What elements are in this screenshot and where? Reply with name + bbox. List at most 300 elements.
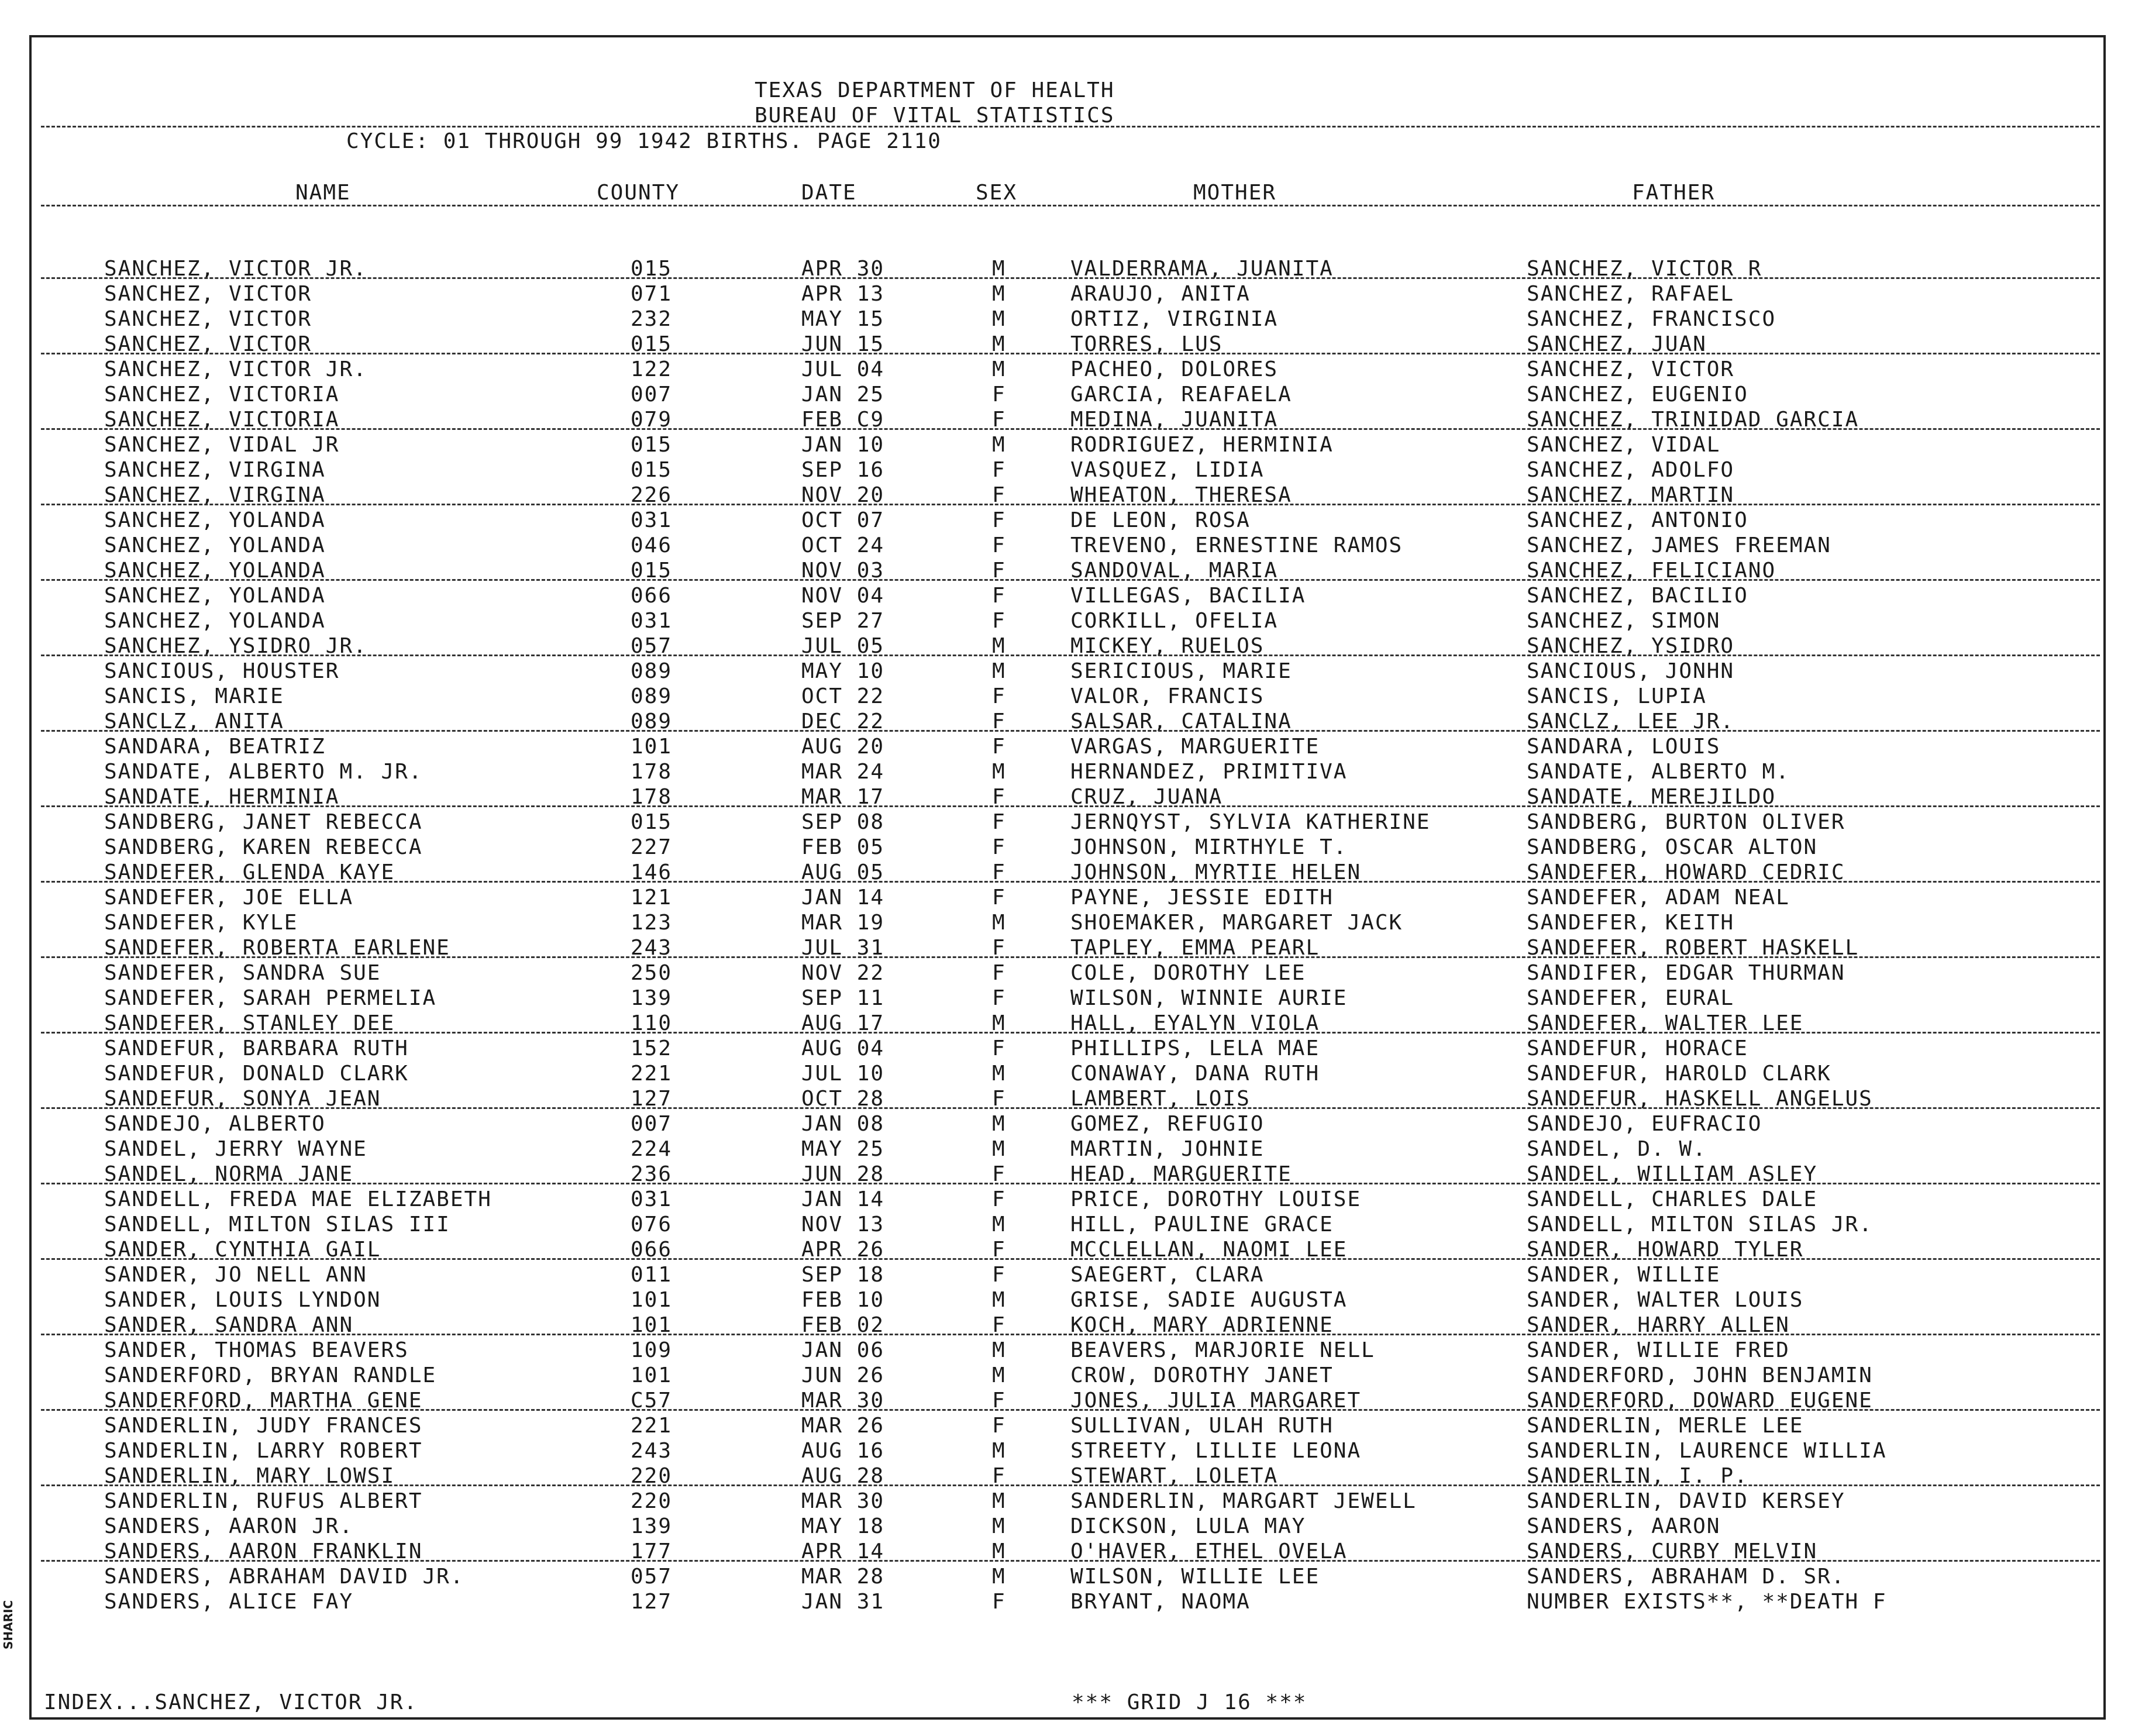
table-row [0,1187,2135,1212]
column-header-county: COUNTY [597,181,680,205]
cell-name: SANDEL, NORMA JANE [104,1162,354,1186]
cell-sex: F [992,1087,1006,1111]
cell-county: 220 [631,1489,673,1513]
cell-date: SEP 16 [801,458,885,482]
cell-date: MAY 15 [801,307,885,331]
cell-father: SANCHEZ, VIDAL [1527,433,1721,457]
cell-name: SANCHEZ, VICTOR JR. [104,257,367,281]
cell-sex: M [992,282,1006,306]
cell-county: 031 [631,609,673,633]
cell-mother: TORRES, LUS [1070,332,1223,356]
grid-footer: *** GRID J 16 *** [1072,1690,1307,1714]
table-row [0,1086,2135,1111]
table-row [0,1388,2135,1413]
cell-name: SANCHEZ, YOLANDA [104,533,326,557]
cell-father: SANCHEZ, SIMON [1527,609,1721,633]
cell-name: SANCHEZ, YSIDRO JR. [104,634,367,658]
cell-date: MAR 19 [801,911,885,935]
table-row [0,1036,2135,1061]
cell-sex: F [992,709,1006,733]
cell-county: 015 [631,433,673,457]
cell-father: SANDEFUR, HASKELL ANGELUS [1527,1087,1873,1111]
cell-sex: F [992,584,1006,608]
cell-mother: STREETY, LILLIE LEONA [1070,1439,1362,1463]
cell-name: SANDEFUR, DONALD CLARK [104,1062,409,1086]
table-row [0,1011,2135,1036]
cell-sex: F [992,835,1006,859]
cell-sex: M [992,257,1006,281]
table-row [0,659,2135,684]
column-header-name: NAME [295,181,351,205]
cell-sex: M [992,433,1006,457]
cell-father: SANCHEZ, TRINIDAD GARCIA [1527,408,1859,432]
table-row [0,1136,2135,1162]
cell-mother: WILSON, WILLIE LEE [1070,1565,1320,1589]
cell-sex: M [992,1439,1006,1463]
cell-sex: F [992,886,1006,910]
cell-date: OCT 07 [801,508,885,532]
cell-father: SANDEL, D. W. [1527,1137,1707,1161]
cell-father: SANDATE, MEREJILDO [1527,785,1776,809]
cell-date: OCT 24 [801,533,885,557]
cell-mother: HEAD, MARGUERITE [1070,1162,1292,1186]
cell-county: 127 [631,1087,673,1111]
cell-sex: F [992,936,1006,960]
cell-sex: M [992,659,1006,683]
cell-date: APR 14 [801,1539,885,1563]
cell-date: AUG 04 [801,1036,885,1060]
cell-sex: F [992,1036,1006,1060]
cell-sex: F [992,1389,1006,1413]
cell-date: JUL 04 [801,357,885,381]
cell-mother: DE LEON, ROSA [1070,508,1251,532]
cell-sex: F [992,408,1006,432]
cell-father: SANDELL, MILTON SILAS JR. [1527,1213,1873,1236]
cell-county: 123 [631,911,673,935]
cell-sex: M [992,1137,1006,1161]
table-row [0,1539,2135,1564]
cell-mother: SAEGERT, CLARA [1070,1263,1265,1287]
cell-father: SANDER, WALTER LOUIS [1527,1288,1804,1312]
cell-mother: TREVENO, ERNESTINE RAMOS [1070,533,1403,557]
cell-father: SANCHEZ, FELICIANO [1527,559,1776,583]
cell-date: SEP 11 [801,986,885,1010]
cell-father: SANDERFORD, DOWARD EUGENE [1527,1389,1873,1413]
cell-county: 046 [631,533,673,557]
cell-father: SANDARA, LOUIS [1527,735,1721,759]
cell-name: SANDEJO, ALBERTO [104,1112,326,1136]
cell-name: SANCIS, MARIE [104,684,284,708]
cell-mother: TAPLEY, EMMA PEARL [1070,936,1320,960]
cell-sex: M [992,1489,1006,1513]
cell-date: AUG 05 [801,860,885,884]
cell-name: SANDEFER, SANDRA SUE [104,961,381,985]
cell-date: FEB 10 [801,1288,885,1312]
cell-county: 066 [631,584,673,608]
cell-name: SANCHEZ, VICTOR JR. [104,357,367,381]
cell-county: 089 [631,684,673,708]
cell-date: AUG 20 [801,735,885,759]
cell-county: 243 [631,1439,673,1463]
cell-county: 221 [631,1414,673,1438]
cell-sex: F [992,1187,1006,1211]
cell-mother: MICKEY, RUELOS [1070,634,1265,658]
table-row [0,1212,2135,1237]
table-row [0,281,2135,306]
cell-sex: M [992,1565,1006,1589]
cell-date: JAN 08 [801,1112,885,1136]
cell-father: SANDEFER, EURAL [1527,986,1735,1010]
cell-sex: F [992,533,1006,557]
cell-mother: SERICIOUS, MARIE [1070,659,1292,683]
cell-father: SANDIFER, EDGAR THURMAN [1527,961,1845,985]
cell-mother: SANDERLIN, MARGART JEWELL [1070,1489,1417,1513]
cell-county: 057 [631,1565,673,1589]
table-row [0,885,2135,910]
cell-name: SANDEFER, GLENDA KAYE [104,860,395,884]
cell-county: 015 [631,257,673,281]
cell-date: JAN 25 [801,383,885,407]
cell-mother: LAMBERT, LOIS [1070,1087,1251,1111]
cell-father: SANCHEZ, VICTOR [1527,357,1735,381]
cell-name: SANDEFER, KYLE [104,911,298,935]
cell-mother: JERNQYST, SYLVIA KATHERINE [1070,810,1431,834]
table-row [0,1061,2135,1086]
cell-father: SANDER, WILLIE [1527,1263,1721,1287]
cell-mother: COLE, DOROTHY LEE [1070,961,1306,985]
table-row [0,457,2135,483]
cell-father: SANDBERG, BURTON OLIVER [1527,810,1845,834]
cell-name: SANCHEZ, YOLANDA [104,609,326,633]
cell-sex: F [992,458,1006,482]
column-header-father: FATHER [1632,181,1716,205]
cell-name: SANDBERG, KAREN REBECCA [104,835,423,859]
cell-name: SANDERLIN, LARRY ROBERT [104,1439,423,1463]
table-row [0,1413,2135,1438]
cell-name: SANDERS, AARON JR. [104,1514,354,1538]
cell-name: SANDELL, FREDA MAE ELIZABETH [104,1187,492,1211]
cell-father: SANDEFER, ADAM NEAL [1527,886,1790,910]
cell-name: SANDERS, AARON FRANKLIN [104,1539,423,1563]
cell-mother: VARGAS, MARGUERITE [1070,735,1320,759]
cell-date: AUG 16 [801,1439,885,1463]
cell-date: APR 30 [801,257,885,281]
cell-father: SANCHEZ, RAFAEL [1527,282,1735,306]
cell-name: SANDERLIN, RUFUS ALBERT [104,1489,423,1513]
cell-date: JUL 05 [801,634,885,658]
cell-county: 243 [631,936,673,960]
cell-county: 221 [631,1062,673,1086]
cell-mother: RODRIGUEZ, HERMINIA [1070,433,1334,457]
cell-mother: PAYNE, JESSIE EDITH [1070,886,1334,910]
cell-name: SANDER, LOUIS LYNDON [104,1288,381,1312]
cell-name: SANCHEZ, VICTORIA [104,408,340,432]
table-row [0,1313,2135,1338]
cell-date: FEB 02 [801,1313,885,1337]
cell-county: 178 [631,760,673,784]
cell-sex: F [992,1464,1006,1488]
table-row [0,533,2135,558]
cell-father: SANDER, WILLIE FRED [1527,1338,1790,1362]
column-header-sex: SEX [976,181,1018,205]
department-title: TEXAS DEPARTMENT OF HEALTH [755,78,1115,102]
table-row [0,583,2135,608]
table-row [0,784,2135,810]
cell-date: APR 13 [801,282,885,306]
cell-date: OCT 28 [801,1087,885,1111]
cell-sex: F [992,483,1006,507]
cell-sex: F [992,508,1006,532]
cell-mother: SHOEMAKER, MARGARET JACK [1070,911,1403,935]
cell-sex: M [992,634,1006,658]
table-row [0,332,2135,357]
cell-name: SANDEFER, ROBERTA EARLENE [104,936,450,960]
table-row [0,558,2135,583]
table-row [0,1589,2135,1614]
cell-county: 152 [631,1036,673,1060]
cell-county: 101 [631,1313,673,1337]
cell-name: SANDATE, ALBERTO M. JR. [104,760,423,784]
cell-date: JUL 10 [801,1062,885,1086]
cell-name: SANCHEZ, VICTORIA [104,383,340,407]
cell-date: JAN 10 [801,433,885,457]
records-list [0,256,2135,1614]
cell-father: SANCHEZ, VICTOR R [1527,257,1762,281]
cell-date: NOV 04 [801,584,885,608]
cell-name: SANDEFUR, SONYA JEAN [104,1087,381,1111]
cell-date: JUN 15 [801,332,885,356]
cell-date: MAR 28 [801,1565,885,1589]
cell-mother: JOHNSON, MYRTIE HELEN [1070,860,1362,884]
cell-county: C57 [631,1389,673,1413]
cell-father: SANCIOUS, JONHN [1527,659,1735,683]
cell-mother: HALL, EYALYN VIOLA [1070,1011,1320,1035]
cell-date: AUG 17 [801,1011,885,1035]
cell-mother: MARTIN, JOHNIE [1070,1137,1265,1161]
cell-father: SANCHEZ, ADOLFO [1527,458,1735,482]
cell-mother: WHEATON, THERESA [1070,483,1292,507]
cell-county: 178 [631,785,673,809]
cell-mother: WILSON, WINNIE AURIE [1070,986,1348,1010]
cell-father: SANCHEZ, EUGENIO [1527,383,1748,407]
cell-date: SEP 27 [801,609,885,633]
cell-county: 127 [631,1590,673,1614]
cell-date: NOV 20 [801,483,885,507]
cell-father: SANDEJO, EUFRACIO [1527,1112,1762,1136]
cell-father: SANCHEZ, MARTIN [1527,483,1735,507]
cell-date: MAY 25 [801,1137,885,1161]
cell-father: SANCHEZ, YSIDRO [1527,634,1735,658]
header-divider-top [41,126,2100,128]
cell-name: SANDEFUR, BARBARA RUTH [104,1036,409,1060]
index-footer: INDEX...SANCHEZ, VICTOR JR. [44,1690,418,1714]
cell-date: JAN 31 [801,1590,885,1614]
cell-mother: SANDOVAL, MARIA [1070,559,1279,583]
cell-sex: F [992,810,1006,834]
cell-date: AUG 28 [801,1464,885,1488]
cell-father: SANDER, HOWARD TYLER [1527,1238,1804,1262]
cell-mother: STEWART, LOLETA [1070,1464,1279,1488]
cell-sex: M [992,357,1006,381]
table-row [0,1237,2135,1262]
table-row [0,608,2135,633]
cell-father: SANCLZ, LEE JR. [1527,709,1735,733]
cell-mother: GRISE, SADIE AUGUSTA [1070,1288,1348,1312]
cell-father: SANDERS, ABRAHAM D. SR. [1527,1565,1845,1589]
cell-father: SANCHEZ, FRANCISCO [1527,307,1776,331]
cell-county: 236 [631,1162,673,1186]
cell-county: 057 [631,634,673,658]
cell-sex: F [992,1162,1006,1186]
cell-county: 015 [631,810,673,834]
cell-county: 146 [631,860,673,884]
table-row [0,709,2135,734]
cell-mother: CROW, DOROTHY JANET [1070,1363,1334,1387]
cell-county: 031 [631,508,673,532]
table-row [0,1463,2135,1489]
cell-name: SANDERFORD, BRYAN RANDLE [104,1363,437,1387]
cell-sex: M [992,1288,1006,1312]
cell-mother: PRICE, DOROTHY LOUISE [1070,1187,1362,1211]
cell-date: MAY 10 [801,659,885,683]
cell-date: JUL 31 [801,936,885,960]
cell-mother: HERNANDEZ, PRIMITIVA [1070,760,1348,784]
cell-name: SANCHEZ, YOLANDA [104,508,326,532]
cell-date: MAR 26 [801,1414,885,1438]
cell-date: OCT 22 [801,684,885,708]
cell-mother: GOMEZ, REFUGIO [1070,1112,1265,1136]
cell-county: 089 [631,709,673,733]
cell-date: MAR 30 [801,1389,885,1413]
table-row [0,935,2135,960]
cell-sex: F [992,860,1006,884]
cell-mother: PACHEO, DOLORES [1070,357,1279,381]
cell-mother: PHILLIPS, LELA MAE [1070,1036,1320,1060]
cell-name: SANCHEZ, VICTOR [104,332,312,356]
table-row [0,1564,2135,1589]
cell-date: FEB C9 [801,408,885,432]
table-row [0,1111,2135,1136]
cell-mother: BEAVERS, MARJORIE NELL [1070,1338,1375,1362]
cell-father: SANDERLIN, LAURENCE WILLIA [1527,1439,1887,1463]
cycle-line: CYCLE: 01 THROUGH 99 1942 BIRTHS. PAGE 2110 [346,129,942,153]
bureau-title: BUREAU OF VITAL STATISTICS [755,104,1115,128]
table-row [0,759,2135,784]
table-row [0,357,2135,382]
cell-county: 066 [631,1238,673,1262]
table-row [0,1489,2135,1514]
table-row [0,432,2135,457]
cell-father: SANDERLIN, I. P. [1527,1464,1748,1488]
cell-sex: M [992,1539,1006,1563]
cell-date: NOV 13 [801,1213,885,1236]
cell-mother: JONES, JULIA MARGARET [1070,1389,1362,1413]
cell-mother: CRUZ, JUANA [1070,785,1223,809]
cell-sex: F [992,735,1006,759]
cell-name: SANCIOUS, HOUSTER [104,659,340,683]
column-header-mother: MOTHER [1193,181,1277,205]
cell-father: SANCIS, LUPIA [1527,684,1707,708]
table-row [0,1262,2135,1287]
cell-county: 109 [631,1338,673,1362]
cell-name: SANCHEZ, VICTOR [104,282,312,306]
cell-mother: DICKSON, LULA MAY [1070,1514,1306,1538]
cell-father: SANCHEZ, ANTONIO [1527,508,1748,532]
cell-name: SANDER, SANDRA ANN [104,1313,354,1337]
cell-name: SANDERLIN, JUDY FRANCES [104,1414,423,1438]
cell-name: SANDEL, JERRY WAYNE [104,1137,367,1161]
side-watermark: SHARIC [1,1600,15,1649]
cell-sex: F [992,1238,1006,1262]
cell-sex: F [992,609,1006,633]
cell-father: SANDATE, ALBERTO M. [1527,760,1790,784]
cell-county: 101 [631,1288,673,1312]
cell-father: NUMBER EXISTS**, **DEATH F [1527,1590,1887,1614]
cell-mother: VALDERRAMA, JUANITA [1070,257,1334,281]
cell-mother: ARAUJO, ANITA [1070,282,1251,306]
cell-name: SANDER, CYNTHIA GAIL [104,1238,381,1262]
cell-name: SANCHEZ, VIDAL JR [104,433,340,457]
cell-name: SANDEFER, STANLEY DEE [104,1011,395,1035]
cell-name: SANDBERG, JANET REBECCA [104,810,423,834]
cell-father: SANDERLIN, MERLE LEE [1527,1414,1804,1438]
cell-mother: KOCH, MARY ADRIENNE [1070,1313,1334,1337]
cell-sex: F [992,383,1006,407]
cell-father: SANDBERG, OSCAR ALTON [1527,835,1818,859]
table-row [0,1338,2135,1363]
cell-mother: MEDINA, JUANITA [1070,408,1279,432]
cell-mother: SALSAR, CATALINA [1070,709,1292,733]
cell-father: SANCHEZ, BACILIO [1527,584,1748,608]
table-row [0,407,2135,432]
cell-sex: M [992,911,1006,935]
cell-mother: VALOR, FRANCIS [1070,684,1265,708]
cell-sex: M [992,760,1006,784]
cell-county: 015 [631,559,673,583]
cell-county: 031 [631,1187,673,1211]
cell-mother: VILLEGAS, BACILIA [1070,584,1306,608]
cell-county: 071 [631,282,673,306]
cell-name: SANCHEZ, YOLANDA [104,584,326,608]
cell-name: SANCHEZ, VIRGINA [104,483,326,507]
cell-name: SANDELL, MILTON SILAS III [104,1213,450,1236]
cell-sex: F [992,785,1006,809]
cell-name: SANDATE, HERMINIA [104,785,340,809]
table-row [0,684,2135,709]
cell-sex: M [992,332,1006,356]
cell-date: JAN 14 [801,1187,885,1211]
cell-name: SANDARA, BEATRIZ [104,735,326,759]
cell-mother: JOHNSON, MIRTHYLE T. [1070,835,1348,859]
cell-name: SANDERLIN, MARY LOWSI [104,1464,395,1488]
cell-county: 110 [631,1011,673,1035]
cell-sex: M [992,1062,1006,1086]
cell-name: SANCHEZ, YOLANDA [104,559,326,583]
cell-date: SEP 18 [801,1263,885,1287]
cell-mother: VASQUEZ, LIDIA [1070,458,1265,482]
cell-sex: F [992,1263,1006,1287]
cell-county: 220 [631,1464,673,1488]
cell-mother: MCCLELLAN, NAOMI LEE [1070,1238,1348,1262]
cell-name: SANDER, THOMAS BEAVERS [104,1338,409,1362]
cell-name: SANDERFORD, MARTHA GENE [104,1389,423,1413]
cell-name: SANCLZ, ANITA [104,709,284,733]
cell-father: SANDEFER, HOWARD CEDRIC [1527,860,1845,884]
table-row [0,382,2135,407]
cell-county: 079 [631,408,673,432]
table-row [0,508,2135,533]
table-row [0,960,2135,986]
